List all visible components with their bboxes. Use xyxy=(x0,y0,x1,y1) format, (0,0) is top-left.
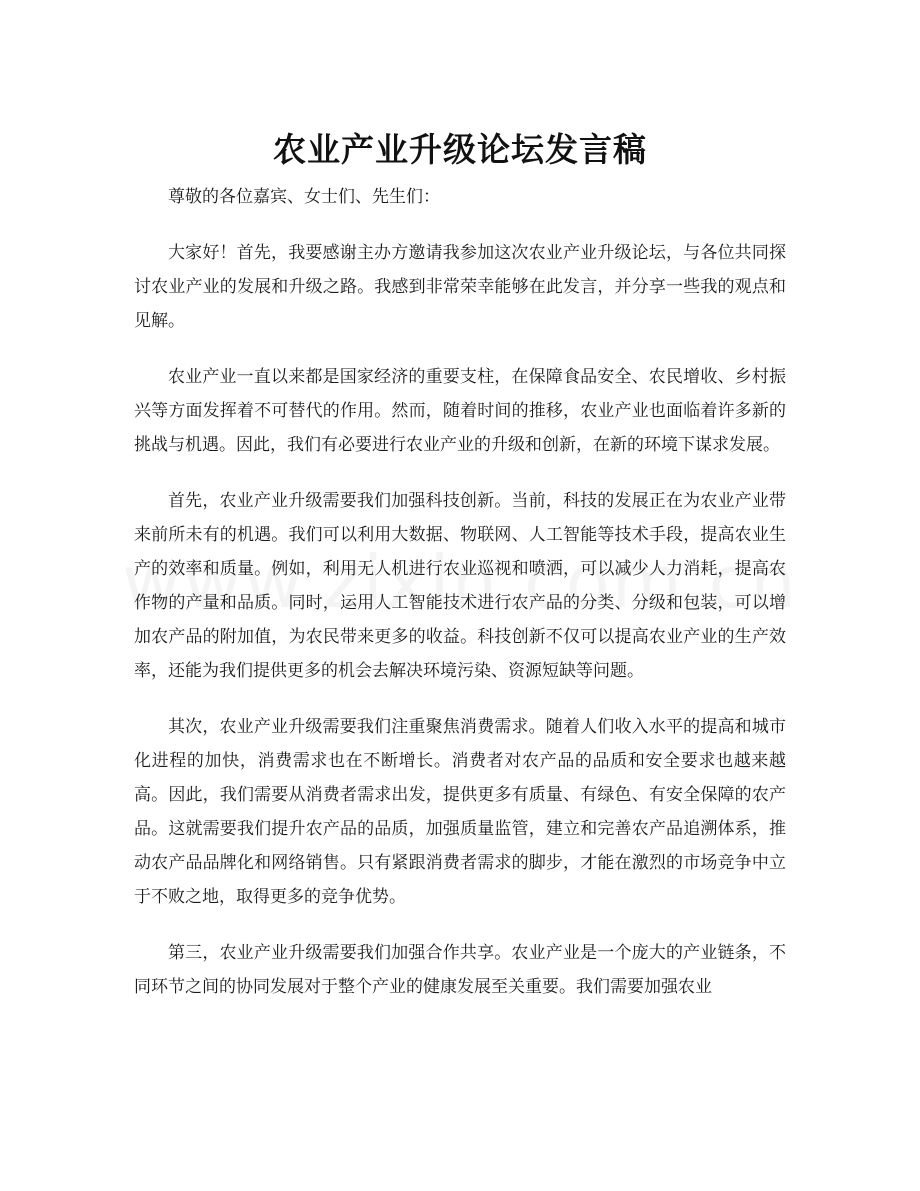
document-body xyxy=(134,180,786,1026)
body-paragraph: 大家好！首先，我要感谢主办方邀请我参加这次农业产业升级论坛，与各位共同探讨农业产业的发展和升级之路。我感到非常荣幸能够在此发言，并分享一些我的观点和见解。 xyxy=(134,243,786,331)
document-title: 农业产业升级论坛发言稿 xyxy=(273,130,647,170)
body-paragraph: 第三，农业产业升级需要我们加强合作共享。农业产业是一个庞大的产业链条，不同环节之间的协同发展对于整个产业的健康发展至关重要。我们需要加强农业 xyxy=(134,943,786,997)
body-paragraph: 首先，农业产业升级需要我们加强科技创新。当前，科技的发展正在为农业产业带来前所未有的机遇。我们可以利用大数据、物联网、人工智能等技术手段，提高农业生产的效率和质量。例如，利用无人机进行农业巡视和喷洒，可以减少人力消耗，提高农作物的产量和品质。同时，运用人工智能技术进行农产品的分类、分级和包装，可以增加农产品的附加值，为农民带来更多的收益。科技创新不仅可以提高农业产业的生产效率，还能为我们提供更多的机会去解决环境污染、资源短缺等问题。 xyxy=(134,491,786,681)
body-paragraph: 农业产业一直以来都是国家经济的重要支柱，在保障食品安全、农民增收、乡村振兴等方面发挥着不可替代的作用。然而，随着时间的推移，农业产业也面临着许多新的挑战与机遇。因此，我们有必要进行农业产业的升级和创新，在新的环境下谋求发展。 xyxy=(134,367,786,455)
salutation-paragraph: 尊敬的各位嘉宾、女士们、先生们： xyxy=(168,187,440,207)
body-paragraph: 其次，农业产业升级需要我们注重聚焦消费需求。随着人们收入水平的提高和城市化进程的加快，消费需求也在不断增长。消费者对农产品的品质和安全要求也越来越高。因此，我们需要从消费者需求出发，提供更多有质量、有绿色、有安全保障的农产品。这就需要我们提升农产品的品质，加强质量监管，建立和完善农产品追溯体系，推动农产品品牌化和网络销售。只有紧跟消费者需求的脚步，才能在激烈的市场竞争中立于不败之地，取得更多的竞争优势。 xyxy=(134,717,786,907)
